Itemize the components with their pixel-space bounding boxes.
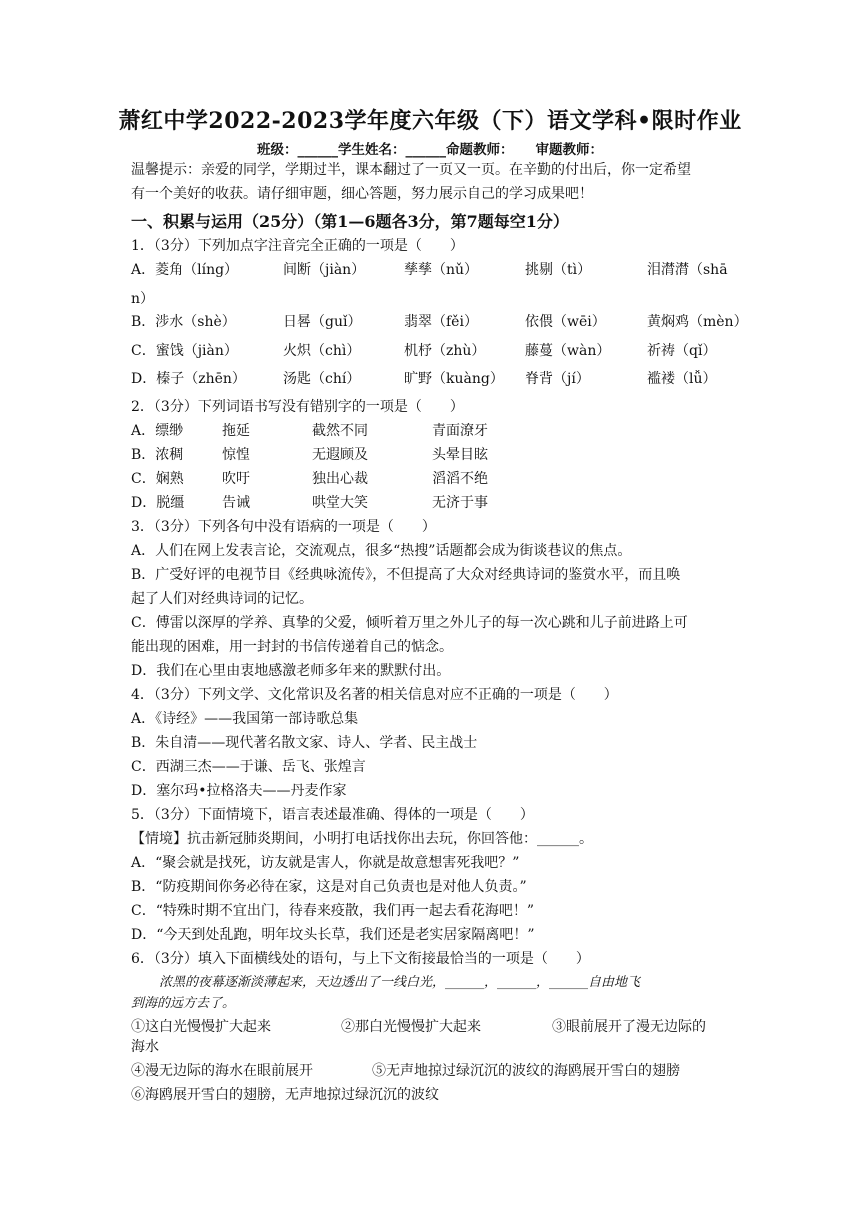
q6-option-5: ⑤无声地掠过绿沉沉的波纹的海鸥展开雪白的翅膀 xyxy=(372,1063,680,1079)
q3-line: D．我们在心里由衷地感激老师多年来的默默付出。 xyxy=(131,663,451,679)
q1-b-2: 日晷（guǐ） xyxy=(283,314,362,330)
q2-d-1: D．脱缰 xyxy=(131,495,185,511)
q1-a-3: 孳孳（nǔ） xyxy=(404,262,479,278)
q2-a-4: 青面潦牙 xyxy=(432,423,488,439)
q2-c-4: 滔滔不绝 xyxy=(432,471,488,487)
q5-line: A．“聚会就是找死，访友就是害人，你就是故意想害死我吧？” xyxy=(131,855,520,871)
reviewer-label: 审题教师： xyxy=(535,142,603,158)
q1-b-3: 翡翠（fěi） xyxy=(404,314,478,330)
q1-a-wrap: n） xyxy=(131,291,155,307)
q3-line: 起了人们对经典诗词的记忆。 xyxy=(131,591,313,607)
q1-b-4: 依偎（wēi） xyxy=(525,314,606,330)
q2-stem: 2．（3分）下列词语书写没有错别字的一项是（ ） xyxy=(131,399,464,415)
q4-line: A．《诗经》——我国第一部诗歌总集 xyxy=(131,711,359,727)
q3-line: B．广受好评的电视节目《经典咏流传》，不但提高了大众对经典诗词的鉴赏水平，而且唤 xyxy=(131,567,681,583)
q3-stem: 3．（3分）下列各句中没有语病的一项是（ ） xyxy=(131,519,436,535)
q1-c-5: 祈祷（qǐ） xyxy=(647,343,717,359)
q2-d-4: 无济于事 xyxy=(432,495,488,511)
q1-a-2: 间断（jiàn） xyxy=(283,262,366,278)
q2-b-4: 头晕目眩 xyxy=(432,447,488,463)
q6-stem: 6．（3分）填入下面横线处的语句，与上下文衔接最恰当的一项是（ ） xyxy=(131,951,590,967)
q1-d-3: 旷野（kuàng） xyxy=(404,371,504,387)
student-name-blank: ______ xyxy=(405,142,446,158)
q1-d-1: D．榛子（zhēn） xyxy=(131,371,246,387)
q2-b-1: B．浓稠 xyxy=(131,447,184,463)
q1-a-4: 挑剔（tì） xyxy=(525,262,592,278)
q1-stem: 1．（3分）下列加点字注音完全正确的一项是（ ） xyxy=(131,238,464,254)
q5-line: 【情境】抗击新冠肺炎期间，小明打电话找你出去玩，你回答他：______。 xyxy=(131,831,593,847)
q2-a-3: 截然不同 xyxy=(312,423,368,439)
q3-line: C．傅雷以深厚的学养、真挚的父爱，倾听着万里之外儿子的每一次心跳和儿子前进路上可 xyxy=(131,615,688,631)
q1-d-2: 汤匙（chí） xyxy=(283,371,361,387)
q6-passage-2: 到海的远方去了。 xyxy=(131,996,236,1011)
q1-c-4: 藤蔓（wàn） xyxy=(525,343,611,359)
q1-d-5: 褴褛（lǚ） xyxy=(647,371,717,387)
q4-line: D．塞尔玛•拉格洛夫——丹麦作家 xyxy=(131,783,347,799)
q1-a-1: A．菱角（líng） xyxy=(131,262,239,278)
q5-line: B．“防疫期间你务必待在家，这是对自己负责也是对他人负责。” xyxy=(131,879,527,895)
q1-d-4: 脊背（jí） xyxy=(525,371,590,387)
q1-a-5: 泪潸潸（shā xyxy=(647,262,728,278)
q2-a-2: 拖延 xyxy=(222,423,250,439)
q2-d-3: 哄堂大笑 xyxy=(312,495,368,511)
q1-b-5: 黄焖鸡（mèn） xyxy=(647,314,748,330)
student-info-line xyxy=(0,138,860,158)
q3-line: 能出现的困难，用一封封的书信传递着自己的惦念。 xyxy=(131,639,453,655)
q1-c-2: 火炽（chì） xyxy=(283,343,361,359)
q1-c-1: C．蜜饯（jiàn） xyxy=(131,343,238,359)
q6-option-2: ②那白光慢慢扩大起来 xyxy=(341,1019,481,1035)
q2-a-1: A．缥缈 xyxy=(131,423,184,439)
q1-b-1: B．涉水（shè） xyxy=(131,314,236,330)
student-name-label: 学生姓名： xyxy=(338,142,406,158)
page-title: 萧红中学2022-2023学年度六年级（下）语文学科•限时作业 xyxy=(118,108,742,134)
q2-c-1: C．娴熟 xyxy=(131,471,184,487)
section-heading: 一、积累与运用（25分）（第1—6题各3分，第7题每空1分） xyxy=(131,212,569,231)
q6-option-6: ⑥海鸥展开雪白的翅膀，无声地掠过绿沉沉的波纹 xyxy=(131,1087,439,1103)
q6-passage-1: 浓黑的夜幕逐渐淡薄起来，天边透出了一线白光，______，______，______自由地飞 xyxy=(159,975,641,990)
q5-line: C．“特殊时期不宜出门，待春来疫散，我们再一起去看花海吧！” xyxy=(131,903,535,919)
class-label: 班级： xyxy=(257,142,298,158)
q2-c-3: 独出心裁 xyxy=(312,471,368,487)
q4-stem: 4．（3分）下列文学、文化常识及名著的相关信息对应不正确的一项是（ ） xyxy=(131,687,618,703)
q6-option-3: ③眼前展开了漫无边际的 xyxy=(552,1019,706,1035)
q2-d-2: 告诫 xyxy=(222,495,250,511)
q6-option-1: ①这白光慢慢扩大起来 xyxy=(131,1019,271,1035)
q4-line: C．西湖三杰——于谦、岳飞、张煌言 xyxy=(131,759,366,775)
q6-option-3-wrap: 海水 xyxy=(131,1039,159,1055)
q4-line: B．朱自清——现代著名散文家、诗人、学者、民主战士 xyxy=(131,735,478,751)
class-blank: ______ xyxy=(297,142,338,158)
q6-option-4: ④漫无边际的海水在眼前展开 xyxy=(131,1063,313,1079)
q5-line: D．“今天到处乱跑，明年坟头长草，我们还是老实居家隔离吧！” xyxy=(131,927,535,943)
q2-c-2: 吹吁 xyxy=(222,471,250,487)
q2-b-3: 无遐顾及 xyxy=(312,447,368,463)
tip-line-2: 有一个美好的收获。请仔细审题，细心答题，努力展示自己的学习成果吧！ xyxy=(131,186,593,202)
q3-line: A．人们在网上发表言论，交流观点，很多“热搜”话题都会成为街谈巷议的焦点。 xyxy=(131,543,632,559)
q1-c-3: 机杼（zhù） xyxy=(404,343,486,359)
setter-label: 命题教师： xyxy=(446,142,514,158)
q5-stem: 5．（3分）下面情境下，语言表述最准确、得体的一项是（ ） xyxy=(131,807,534,823)
tip-line-1: 温馨提示：亲爱的同学，学期过半，课本翻过了一页又一页。在辛勤的付出后，你一定希望 xyxy=(131,162,691,178)
q2-b-2: 惊惶 xyxy=(222,447,250,463)
